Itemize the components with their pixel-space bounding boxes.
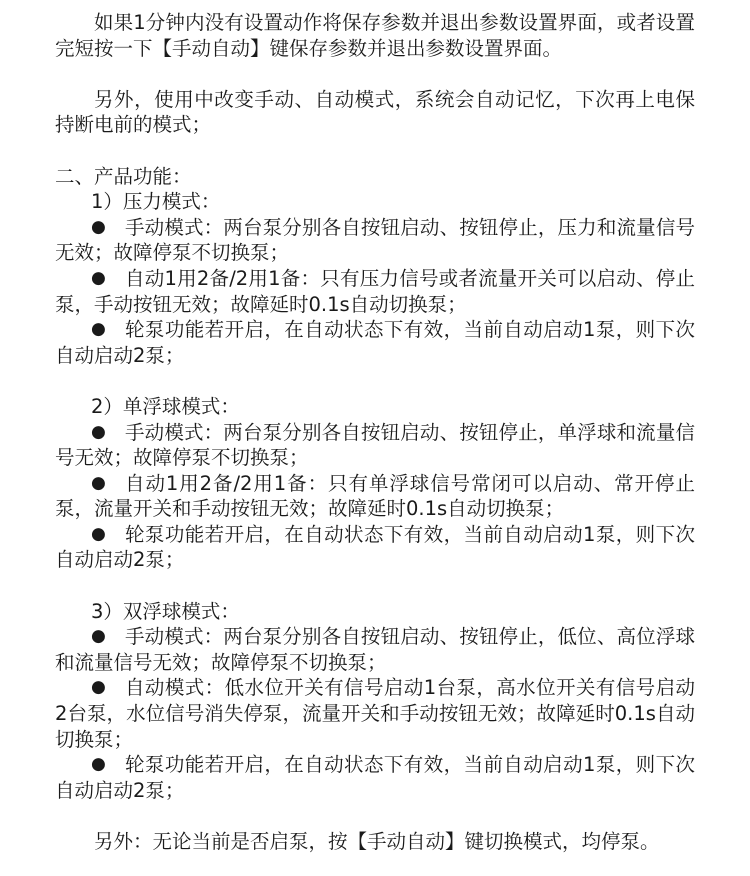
bullet-icon: ● [91,523,106,544]
intro-paragraph-save: 如果1分钟内没有设置动作将保存参数并退出参数设置界面，或者设置完短按一下【手动自动】键保存参数并退出参数设置界面。 [55,11,695,60]
mode-title: 2）单浮球模式： [91,394,240,418]
list-item [55,471,695,522]
mode-title: 1）压力模式： [91,190,221,214]
list-item-text: 手动模式：两台泵分别各自按钮启动、按钮停止，低位、高位浮球和流量信号无效；故障停泵不切换泵； [55,625,695,674]
mode-section-double-float [55,599,695,804]
bullet-icon: ● [91,626,106,647]
spacer [55,573,695,599]
bullet-icon: ● [91,754,106,775]
spacer [55,138,695,164]
list-item [55,522,695,573]
list-item-text: 自动模式：低水位开关有信号启动1台泵，高水位开关有信号启动2台泵，水位信号消失停泵，流量开关和手动按钮无效；故障延时0.1s自动切换泵； [55,676,695,751]
list-item [55,624,695,675]
list-item [55,266,695,317]
spacer [55,61,695,87]
spacer [55,803,695,829]
list-item-text: 手动模式：两台泵分别各自按钮启动、按钮停止，单浮球和流量信号无效；故障停泵不切换泵； [55,420,695,470]
list-item [55,420,695,471]
intro-paragraph-memory: 另外，使用中改变手动、自动模式，系统会自动记忆，下次再上电保持断电前的模式； [55,87,695,137]
manual-page [55,10,695,855]
spacer [55,368,695,394]
mode-section-single-float [55,394,695,573]
bullet-icon: ● [91,421,106,442]
list-item-text: 自动1用2备/2用1备：只有压力信号或者流量开关可以启动、停止泵，手动按钮无效；故障延时0.1s自动切换泵； [55,266,695,316]
section-heading-functions: 二、产品功能： [55,164,192,188]
list-item-text: 自动1用2备/2用1备：只有单浮球信号常闭可以启动、常开停止泵，流量开关和手动按钮无效；故障延时0.1s自动切换泵； [55,471,695,521]
list-item [55,215,695,266]
list-item-text: 轮泵功能若开启，在自动状态下有效，当前自动启动1泵，则下次自动启动2泵； [55,522,695,572]
bullet-icon: ● [91,267,106,288]
list-item-text: 轮泵功能若开启，在自动状态下有效，当前自动启动1泵，则下次自动启动2泵； [55,753,695,802]
bullet-icon: ● [91,216,106,237]
list-item-text: 手动模式：两台泵分别各自按钮启动、按钮停止，压力和流量信号无效；故障停泵不切换泵； [55,215,695,265]
bullet-icon: ● [91,472,106,493]
bullet-icon: ● [91,319,106,340]
mode-title: 3）双浮球模式： [91,599,240,623]
list-item-text: 轮泵功能若开启，在自动状态下有效，当前自动启动1泵，则下次自动启动2泵； [55,318,695,367]
bullet-icon: ● [91,677,106,698]
list-item [55,317,695,368]
mode-section-pressure [55,189,695,368]
list-item [55,752,695,803]
footer-note: 另外：无论当前是否启泵，按【手动自动】键切换模式，均停泵。 [94,830,660,853]
list-item [55,675,695,752]
